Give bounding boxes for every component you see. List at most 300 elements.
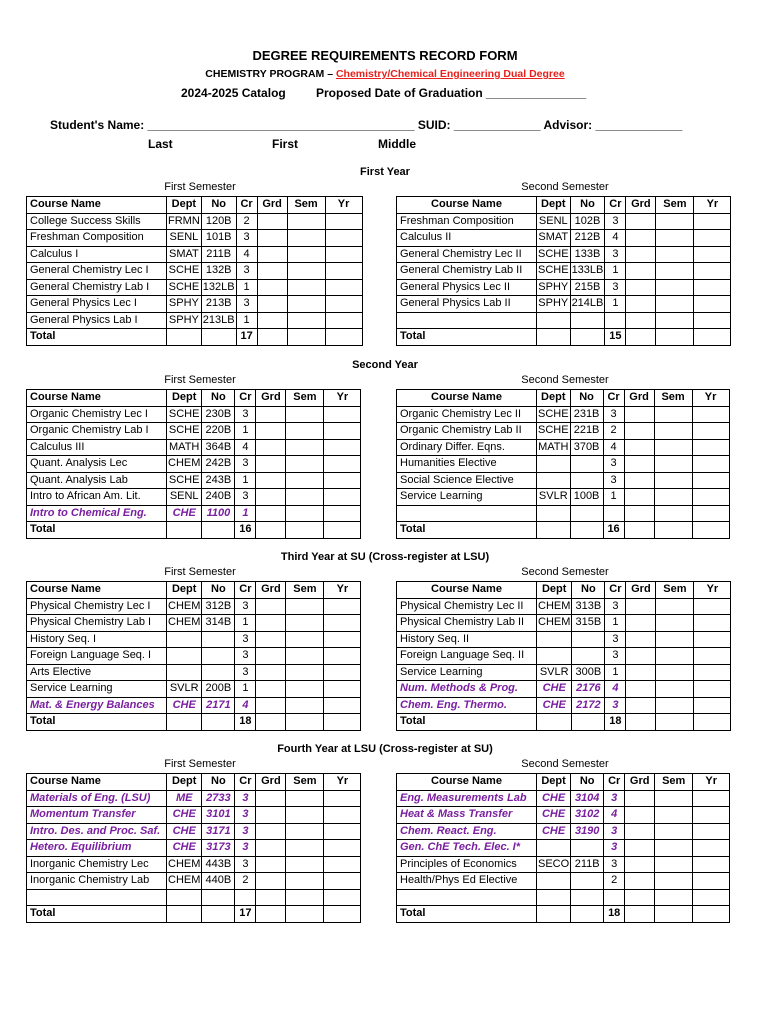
course-name-cell: Organic Chemistry Lec II	[397, 406, 537, 423]
course-cr-cell: 1	[236, 279, 257, 296]
total-cell	[167, 329, 202, 346]
total-cell	[571, 906, 604, 923]
course-yr-input[interactable]	[324, 823, 361, 840]
course-yr-input[interactable]	[325, 279, 362, 296]
course-sem-input[interactable]	[286, 439, 324, 456]
course-yr-input[interactable]	[324, 790, 361, 807]
course-cr-cell: 1	[605, 296, 626, 313]
course-no-cell: 443B	[202, 856, 235, 873]
course-sem-input[interactable]	[286, 840, 324, 857]
course-no-cell	[571, 889, 604, 906]
course-row	[27, 279, 363, 296]
course-cr-cell: 3	[605, 697, 626, 714]
course-yr-input[interactable]	[692, 406, 729, 423]
course-dept-cell: CHE	[167, 823, 202, 840]
course-sem-input[interactable]	[286, 505, 324, 522]
course-no-cell: 240B	[202, 489, 235, 506]
course-grd-input[interactable]	[624, 456, 654, 473]
course-grd-input[interactable]	[256, 456, 286, 473]
table-header-row	[397, 390, 730, 407]
course-row	[397, 823, 730, 840]
course-grd-input[interactable]	[257, 263, 287, 280]
course-row	[397, 697, 731, 714]
course-table	[396, 581, 731, 731]
course-grd-input[interactable]	[256, 840, 286, 857]
total-cell	[286, 522, 324, 539]
course-yr-input[interactable]	[694, 263, 731, 280]
course-sem-input[interactable]	[656, 648, 694, 665]
total-cell	[537, 522, 571, 539]
course-sem-input[interactable]	[655, 889, 693, 906]
course-sem-input[interactable]	[287, 246, 325, 263]
course-cr-cell: 4	[605, 230, 626, 247]
course-name-cell: Freshman Composition	[397, 213, 537, 230]
course-grd-input[interactable]	[626, 296, 656, 313]
course-yr-input[interactable]	[325, 312, 362, 329]
course-sem-input[interactable]	[656, 631, 694, 648]
course-name-cell: Chem. Eng. Thermo.	[397, 697, 537, 714]
course-sem-input[interactable]	[655, 840, 693, 857]
course-sem-input[interactable]	[286, 664, 324, 681]
course-grd-input[interactable]	[625, 790, 655, 807]
table-header-row	[27, 197, 363, 214]
column-header: Cr	[236, 197, 257, 214]
course-grd-input[interactable]	[624, 423, 654, 440]
course-cr-cell: 1	[235, 615, 256, 632]
course-name-cell: Freshman Composition	[27, 230, 167, 247]
course-yr-input[interactable]	[694, 598, 731, 615]
course-sem-input[interactable]	[654, 505, 692, 522]
total-row	[397, 522, 730, 539]
course-sem-input[interactable]	[656, 230, 694, 247]
course-dept-cell: SENL	[537, 213, 571, 230]
course-cr-cell: 3	[605, 631, 626, 648]
course-row	[27, 246, 363, 263]
course-cr-cell: 3	[604, 823, 625, 840]
total-credits: 16	[235, 522, 256, 539]
course-yr-input[interactable]	[693, 823, 730, 840]
course-dept-cell: SCHE	[537, 246, 571, 263]
course-sem-input[interactable]	[654, 456, 692, 473]
course-yr-input[interactable]	[325, 296, 362, 313]
course-yr-input[interactable]	[694, 213, 731, 230]
course-grd-input[interactable]	[256, 697, 286, 714]
course-sem-input[interactable]	[656, 664, 694, 681]
course-yr-input[interactable]	[694, 246, 731, 263]
course-sem-input[interactable]	[287, 296, 325, 313]
course-yr-input[interactable]	[693, 807, 730, 824]
course-yr-input[interactable]	[324, 439, 361, 456]
course-yr-input[interactable]	[325, 246, 362, 263]
course-yr-input[interactable]	[324, 697, 361, 714]
course-grd-input[interactable]	[624, 439, 654, 456]
course-grd-input[interactable]	[256, 873, 286, 890]
course-sem-input[interactable]	[656, 213, 694, 230]
course-sem-input[interactable]	[655, 790, 693, 807]
course-name-cell: Num. Methods & Prog.	[397, 681, 537, 698]
course-cr-cell	[235, 889, 256, 906]
course-yr-input[interactable]	[694, 312, 731, 329]
course-grd-input[interactable]	[256, 823, 286, 840]
course-grd-input[interactable]	[257, 312, 287, 329]
course-row	[397, 279, 731, 296]
course-row	[397, 790, 730, 807]
total-cell	[202, 714, 235, 731]
course-yr-input[interactable]	[325, 213, 362, 230]
course-grd-input[interactable]	[257, 230, 287, 247]
column-header: Yr	[325, 197, 362, 214]
course-cr-cell: 3	[235, 840, 256, 857]
course-sem-input[interactable]	[654, 406, 692, 423]
course-name-cell: Organic Chemistry Lab II	[397, 423, 537, 440]
course-sem-input[interactable]	[656, 681, 694, 698]
total-cell	[167, 906, 202, 923]
course-sem-input[interactable]	[286, 615, 324, 632]
course-cr-cell: 2	[236, 213, 257, 230]
course-sem-input[interactable]	[286, 681, 324, 698]
column-header: No	[202, 390, 235, 407]
course-sem-input[interactable]	[287, 263, 325, 280]
total-cell	[202, 522, 235, 539]
year-heading: Second Year	[352, 359, 418, 371]
course-row	[397, 807, 730, 824]
course-table	[26, 389, 361, 539]
course-grd-input[interactable]	[626, 664, 656, 681]
course-grd-input[interactable]	[624, 472, 654, 489]
course-cr-cell: 4	[236, 246, 257, 263]
course-name-cell: Intro to African Am. Lit.	[27, 489, 167, 506]
course-row	[397, 664, 731, 681]
course-yr-input[interactable]	[325, 263, 362, 280]
course-row	[397, 598, 731, 615]
course-sem-input[interactable]	[286, 472, 324, 489]
course-yr-input[interactable]	[324, 505, 361, 522]
course-yr-input[interactable]	[324, 873, 361, 890]
course-sem-input[interactable]	[286, 423, 324, 440]
course-name-cell: Service Learning	[397, 489, 537, 506]
course-no-cell: 3104	[571, 790, 604, 807]
course-row	[27, 489, 361, 506]
course-sem-input[interactable]	[655, 807, 693, 824]
course-grd-input[interactable]	[625, 889, 655, 906]
course-yr-input[interactable]	[324, 681, 361, 698]
course-row	[27, 263, 363, 280]
course-yr-input[interactable]	[692, 472, 729, 489]
course-name-cell: General Physics Lab I	[27, 312, 167, 329]
course-grd-input[interactable]	[256, 615, 286, 632]
course-sem-input[interactable]	[286, 631, 324, 648]
course-sem-input[interactable]	[286, 889, 324, 906]
course-yr-input[interactable]	[693, 856, 730, 873]
course-grd-input[interactable]	[626, 615, 656, 632]
course-sem-input[interactable]	[655, 873, 693, 890]
course-grd-input[interactable]	[256, 664, 286, 681]
course-name-cell: Organic Chemistry Lab I	[27, 423, 167, 440]
total-label: Total	[397, 522, 537, 539]
course-yr-input[interactable]	[692, 489, 729, 506]
course-grd-input[interactable]	[626, 312, 656, 329]
total-cell	[286, 906, 324, 923]
course-sem-input[interactable]	[656, 296, 694, 313]
course-sem-input[interactable]	[286, 823, 324, 840]
course-no-cell: 242B	[202, 456, 235, 473]
course-row	[397, 489, 730, 506]
course-dept-cell: CHE	[537, 697, 572, 714]
course-grd-input[interactable]	[256, 598, 286, 615]
course-sem-input[interactable]	[287, 279, 325, 296]
course-sem-input[interactable]	[286, 790, 324, 807]
course-yr-input[interactable]	[324, 456, 361, 473]
course-grd-input[interactable]	[256, 631, 286, 648]
column-header: Sem	[287, 197, 325, 214]
course-yr-input[interactable]	[324, 856, 361, 873]
course-cr-cell: 3	[235, 631, 256, 648]
course-row	[27, 598, 361, 615]
course-dept-cell: SVLR	[537, 664, 572, 681]
total-label: Total	[27, 522, 167, 539]
course-grd-input[interactable]	[256, 423, 286, 440]
course-sem-input[interactable]	[286, 406, 324, 423]
course-sem-input[interactable]	[654, 423, 692, 440]
student-info-line[interactable]: Student's Name: ________________________________________ SUID: _____________ Advisor: _____________	[50, 118, 683, 132]
course-yr-input[interactable]	[324, 615, 361, 632]
course-grd-input[interactable]	[256, 439, 286, 456]
course-yr-input[interactable]	[692, 439, 729, 456]
course-sem-input[interactable]	[286, 489, 324, 506]
course-sem-input[interactable]	[656, 697, 694, 714]
course-cr-cell: 2	[235, 873, 256, 890]
course-grd-input[interactable]	[256, 406, 286, 423]
course-grd-input[interactable]	[626, 598, 656, 615]
course-grd-input[interactable]	[256, 856, 286, 873]
course-yr-input[interactable]	[324, 472, 361, 489]
course-yr-input[interactable]	[694, 615, 731, 632]
course-grd-input[interactable]	[626, 246, 656, 263]
course-yr-input[interactable]	[324, 489, 361, 506]
course-yr-input[interactable]	[324, 631, 361, 648]
table-header-row	[27, 582, 361, 599]
course-grd-input[interactable]	[625, 840, 655, 857]
column-header: Dept	[167, 582, 202, 599]
course-name-cell: General Physics Lab II	[397, 296, 537, 313]
course-grd-input[interactable]	[256, 889, 286, 906]
course-yr-input[interactable]	[692, 423, 729, 440]
course-sem-input[interactable]	[655, 856, 693, 873]
course-dept-cell	[537, 648, 572, 665]
course-name-cell: General Chemistry Lab I	[27, 279, 167, 296]
course-no-cell: 132B	[201, 263, 236, 280]
course-yr-input[interactable]	[324, 406, 361, 423]
course-sem-input[interactable]	[656, 246, 694, 263]
course-yr-input[interactable]	[692, 505, 729, 522]
course-grd-input[interactable]	[256, 505, 286, 522]
column-header: Course Name	[397, 774, 537, 791]
total-cell	[202, 906, 235, 923]
graduation-date-field[interactable]: Proposed Date of Graduation _______________	[316, 86, 587, 100]
course-yr-input[interactable]	[324, 889, 361, 906]
course-no-cell: 440B	[202, 873, 235, 890]
course-grd-input[interactable]	[256, 472, 286, 489]
course-yr-input[interactable]	[324, 648, 361, 665]
column-header: Sem	[286, 774, 324, 791]
course-sem-input[interactable]	[656, 312, 694, 329]
course-yr-input[interactable]	[693, 889, 730, 906]
semester-heading: First Semester	[164, 374, 236, 386]
course-grd-input[interactable]	[624, 406, 654, 423]
course-name-cell: History Seq. I	[27, 631, 167, 648]
course-grd-input[interactable]	[257, 279, 287, 296]
course-cr-cell: 1	[235, 681, 256, 698]
total-cell	[537, 906, 571, 923]
course-grd-input[interactable]	[257, 213, 287, 230]
course-yr-input[interactable]	[324, 598, 361, 615]
course-dept-cell: CHE	[537, 790, 571, 807]
course-no-cell: 220B	[202, 423, 235, 440]
course-cr-cell: 3	[235, 648, 256, 665]
course-yr-input[interactable]	[694, 681, 731, 698]
course-grd-input[interactable]	[256, 681, 286, 698]
course-yr-input[interactable]	[694, 230, 731, 247]
course-grd-input[interactable]	[257, 296, 287, 313]
course-grd-input[interactable]	[626, 213, 656, 230]
course-grd-input[interactable]	[624, 505, 654, 522]
course-cr-cell: 1	[603, 489, 624, 506]
course-sem-input[interactable]	[655, 823, 693, 840]
course-sem-input[interactable]	[287, 230, 325, 247]
course-name-cell	[397, 889, 537, 906]
course-sem-input[interactable]	[656, 615, 694, 632]
course-cr-cell: 3	[236, 230, 257, 247]
column-header: Course Name	[397, 582, 537, 599]
column-header: No	[201, 197, 236, 214]
course-grd-input[interactable]	[626, 230, 656, 247]
course-sem-input[interactable]	[286, 697, 324, 714]
course-grd-input[interactable]	[256, 807, 286, 824]
course-grd-input[interactable]	[626, 697, 656, 714]
course-dept-cell: SCHE	[537, 423, 571, 440]
course-row	[27, 423, 361, 440]
course-sem-input[interactable]	[654, 439, 692, 456]
total-credits: 18	[604, 906, 625, 923]
course-no-cell: 231B	[570, 406, 603, 423]
course-cr-cell: 3	[235, 664, 256, 681]
course-row	[397, 312, 731, 329]
course-cr-cell: 3	[236, 263, 257, 280]
course-row	[27, 889, 361, 906]
course-yr-input[interactable]	[694, 279, 731, 296]
course-yr-input[interactable]	[694, 296, 731, 313]
course-yr-input[interactable]	[693, 790, 730, 807]
column-header: Grd	[626, 582, 656, 599]
total-cell	[692, 522, 729, 539]
course-sem-input[interactable]	[287, 213, 325, 230]
course-sem-input[interactable]	[656, 279, 694, 296]
course-cr-cell: 3	[604, 856, 625, 873]
course-sem-input[interactable]	[654, 472, 692, 489]
course-cr-cell: 4	[605, 681, 626, 698]
course-yr-input[interactable]	[694, 631, 731, 648]
course-grd-input[interactable]	[626, 681, 656, 698]
course-grd-input[interactable]	[257, 246, 287, 263]
course-sem-input[interactable]	[286, 856, 324, 873]
course-sem-input[interactable]	[656, 598, 694, 615]
course-dept-cell: MATH	[537, 439, 571, 456]
course-yr-input[interactable]	[324, 664, 361, 681]
course-sem-input[interactable]	[286, 807, 324, 824]
course-name-cell: History Seq. II	[397, 631, 537, 648]
course-no-cell: 2172	[572, 697, 605, 714]
course-grd-input[interactable]	[625, 807, 655, 824]
total-label: Total	[27, 714, 167, 731]
course-yr-input[interactable]	[324, 423, 361, 440]
course-sem-input[interactable]	[286, 456, 324, 473]
course-dept-cell: SPHY	[167, 296, 202, 313]
course-sem-input[interactable]	[286, 598, 324, 615]
course-cr-cell: 3	[235, 856, 256, 873]
course-grd-input[interactable]	[626, 648, 656, 665]
column-header: Dept	[537, 390, 571, 407]
course-dept-cell	[537, 631, 572, 648]
course-yr-input[interactable]	[693, 873, 730, 890]
course-yr-input[interactable]	[325, 230, 362, 247]
total-cell	[570, 522, 603, 539]
year-heading: Third Year at SU (Cross-register at LSU)	[280, 551, 490, 563]
course-grd-input[interactable]	[256, 489, 286, 506]
course-grd-input[interactable]	[626, 279, 656, 296]
course-grd-input[interactable]	[256, 648, 286, 665]
name-first-label: First	[272, 137, 299, 151]
course-yr-input[interactable]	[324, 807, 361, 824]
course-sem-input[interactable]	[287, 312, 325, 329]
course-yr-input[interactable]	[694, 697, 731, 714]
course-grd-input[interactable]	[625, 873, 655, 890]
course-cr-cell: 3	[235, 823, 256, 840]
semester-heading: Second Semester	[521, 566, 609, 578]
course-grd-input[interactable]	[256, 790, 286, 807]
course-name-cell: Materials of Eng. (LSU)	[27, 790, 167, 807]
course-grd-input[interactable]	[626, 631, 656, 648]
course-name-cell: Service Learning	[397, 664, 537, 681]
course-row	[27, 823, 361, 840]
course-dept-cell: SPHY	[167, 312, 202, 329]
course-no-cell	[572, 648, 605, 665]
course-sem-input[interactable]	[654, 489, 692, 506]
total-row	[397, 906, 730, 923]
year-heading: First Year	[360, 166, 410, 178]
course-no-cell	[570, 312, 605, 329]
program-line	[0, 68, 770, 80]
course-grd-input[interactable]	[625, 856, 655, 873]
course-yr-input[interactable]	[693, 840, 730, 857]
course-sem-input[interactable]	[656, 263, 694, 280]
course-row	[397, 230, 731, 247]
course-no-cell: 200B	[202, 681, 235, 698]
course-yr-input[interactable]	[692, 456, 729, 473]
course-yr-input[interactable]	[694, 648, 731, 665]
course-yr-input[interactable]	[324, 840, 361, 857]
course-yr-input[interactable]	[694, 664, 731, 681]
course-row	[397, 246, 731, 263]
course-sem-input[interactable]	[286, 873, 324, 890]
course-grd-input[interactable]	[625, 823, 655, 840]
total-row	[27, 714, 361, 731]
course-cr-cell: 1	[235, 505, 256, 522]
course-name-cell: Arts Elective	[27, 664, 167, 681]
course-sem-input[interactable]	[286, 648, 324, 665]
course-grd-input[interactable]	[624, 489, 654, 506]
course-grd-input[interactable]	[626, 263, 656, 280]
course-name-cell: Heat & Mass Transfer	[397, 807, 537, 824]
